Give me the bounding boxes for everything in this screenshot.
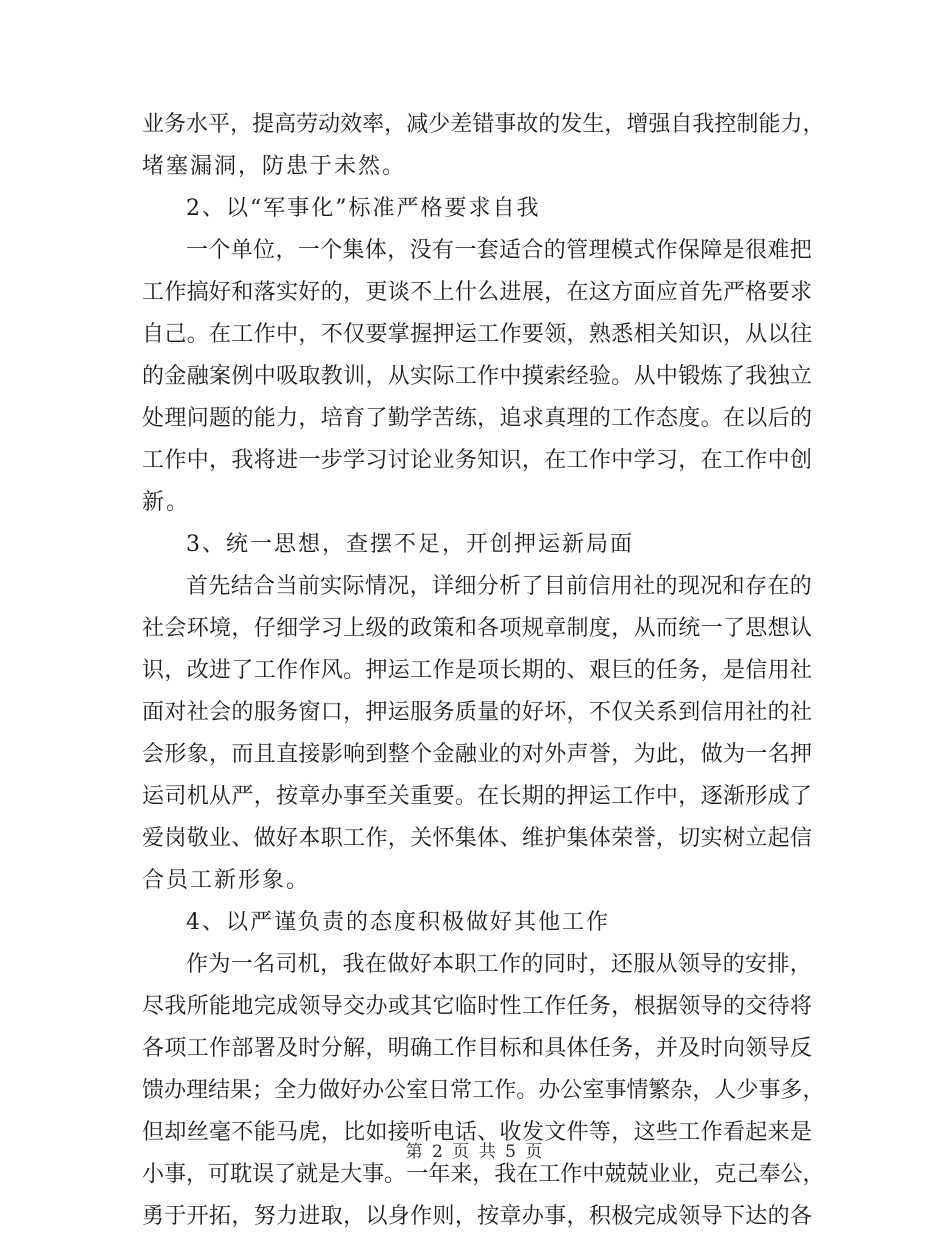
text-line: 作 为 一 名 司 机 ， 我 在 做 好 本 职 工 作 的 同 时 ， 还 服 从 领 导 的 安 排 ，	[186, 952, 812, 977]
page-footer: 第 2 页 共 5 页	[405, 1142, 545, 1162]
text-line: 2、以“军事化”标准严格要求自我	[186, 196, 541, 221]
text-line: 但 却 丝 毫 不 能 马 虎 ， 比 如 接 听 电 话 、 收 发 文 件 等 ， 这 些 工 作 看 起 来 是	[142, 1120, 812, 1145]
text-line: 社 会 环 境 ， 仔 细 学 习 上 级 的 政 策 和 各 项 规 章 制 度 ， 从 而 统 一 了 思 想 认	[142, 616, 812, 641]
text-line: 识 ， 改 进 了 工 作 作 风 。 押 运 工 作 是 项 长 期 的 、 艰 巨 的 任 务 ， 是 信 用 社	[142, 658, 812, 683]
text-line: 4、以严谨负责的态度积极做好其他工作	[186, 910, 610, 935]
text-line: 业 务 水 平 ， 提 高 劳 动 效 率 ， 减 少 差 错 事 故 的 发 生 ， 增 强 自 我 控 制 能 力 ，	[142, 112, 825, 137]
text-line: 自 己 。 在 工 作 中 ， 不 仅 要 掌 握 押 运 工 作 要 领 ， 熟 悉 相 关 知 识 ， 从 以 往	[142, 322, 812, 347]
text-line: 面 对 社 会 的 服 务 窗 口 ， 押 运 服 务 质 量 的 好 坏 ， 不 仅 关 系 到 信 用 社 的 社	[142, 700, 812, 725]
text-line: 馈 办 理 结 果 ； 全 力 做 好 办 公 室 日 常 工 作 。 办 公 室 事 情 繁 杂 ， 人 少 事 多 ，	[142, 1078, 825, 1103]
document-body	[142, 104, 825, 1238]
text-line: 的 金 融 案 例 中 吸 取 教 训 ， 从 实 际 工 作 中 摸 索 经 验 。 从 中 锻 炼 了 我 独 立	[142, 364, 812, 389]
text-line: 各 项 工 作 部 署 及 时 分 解 ， 明 确 工 作 目 标 和 具 体 任 务 ， 并 及 时 向 领 导 反	[142, 1036, 812, 1061]
text-line: 处 理 问 题 的 能 力 ， 培 育 了 勤 学 苦 练 ， 追 求 真 理 的 工 作 态 度 。 在 以 后 的	[142, 406, 812, 431]
text-line: 尽 我 所 能 地 完 成 领 导 交 办 或 其 它 临 时 性 工 作 任 务 ， 根 据 领 导 的 交 待 将	[142, 994, 812, 1019]
text-line: 一 个 单 位 ， 一 个 集 体 ， 没 有 一 套 适 合 的 管 理 模 式 作 保 障 是 很 难 把	[186, 238, 812, 263]
text-line: 勇 于 开 拓 ， 努 力 进 取 ， 以 身 作 则 ， 按 章 办 事 ， 积 极 完 成 领 导 下 达 的 各	[142, 1204, 812, 1229]
text-line: 工 作 搞 好 和 落 实 好 的 ， 更 谈 不 上 什 么 进 展 ， 在 这 方 面 应 首 先 严 格 要 求	[142, 280, 812, 305]
text-line: 运 司 机 从 严 ， 按 章 办 事 至 关 重 要 。 在 长 期 的 押 运 工 作 中 ， 逐 渐 形 成 了	[142, 784, 812, 809]
text-line: 3、统一思想，查摆不足，开创押运新局面	[186, 532, 634, 557]
text-line: 首 先 结 合 当 前 实 际 情 况 ， 详 细 分 析 了 目 前 信 用 社 的 现 况 和 存 在 的	[186, 574, 812, 599]
text-line: 新。	[142, 490, 191, 515]
text-line: 爱 岗 敬 业 、 做 好 本 职 工 作 ， 关 怀 集 体 、 维 护 集 体 荣 誉 ， 切 实 树 立 起 信	[142, 826, 812, 851]
text-line: 会 形 象 ， 而 且 直 接 影 响 到 整 个 金 融 业 的 对 外 声 誉 ， 为 此 ， 做 为 一 名 押	[142, 742, 812, 767]
text-line: 合员工新形象。	[142, 868, 311, 893]
text-line: 堵塞漏洞，防患于未然。	[142, 154, 407, 179]
text-line: 小 事 ， 可 耽 误 了 就 是 大 事 。 一 年 来 ， 我 在 工 作 中 兢 兢 业 业 ， 克 己 奉 公 ，	[142, 1162, 825, 1187]
text-line: 工 作 中 ， 我 将 进 一 步 学 习 讨 论 业 务 知 识 ， 在 工 作 中 学 习 ， 在 工 作 中 创	[142, 448, 812, 473]
